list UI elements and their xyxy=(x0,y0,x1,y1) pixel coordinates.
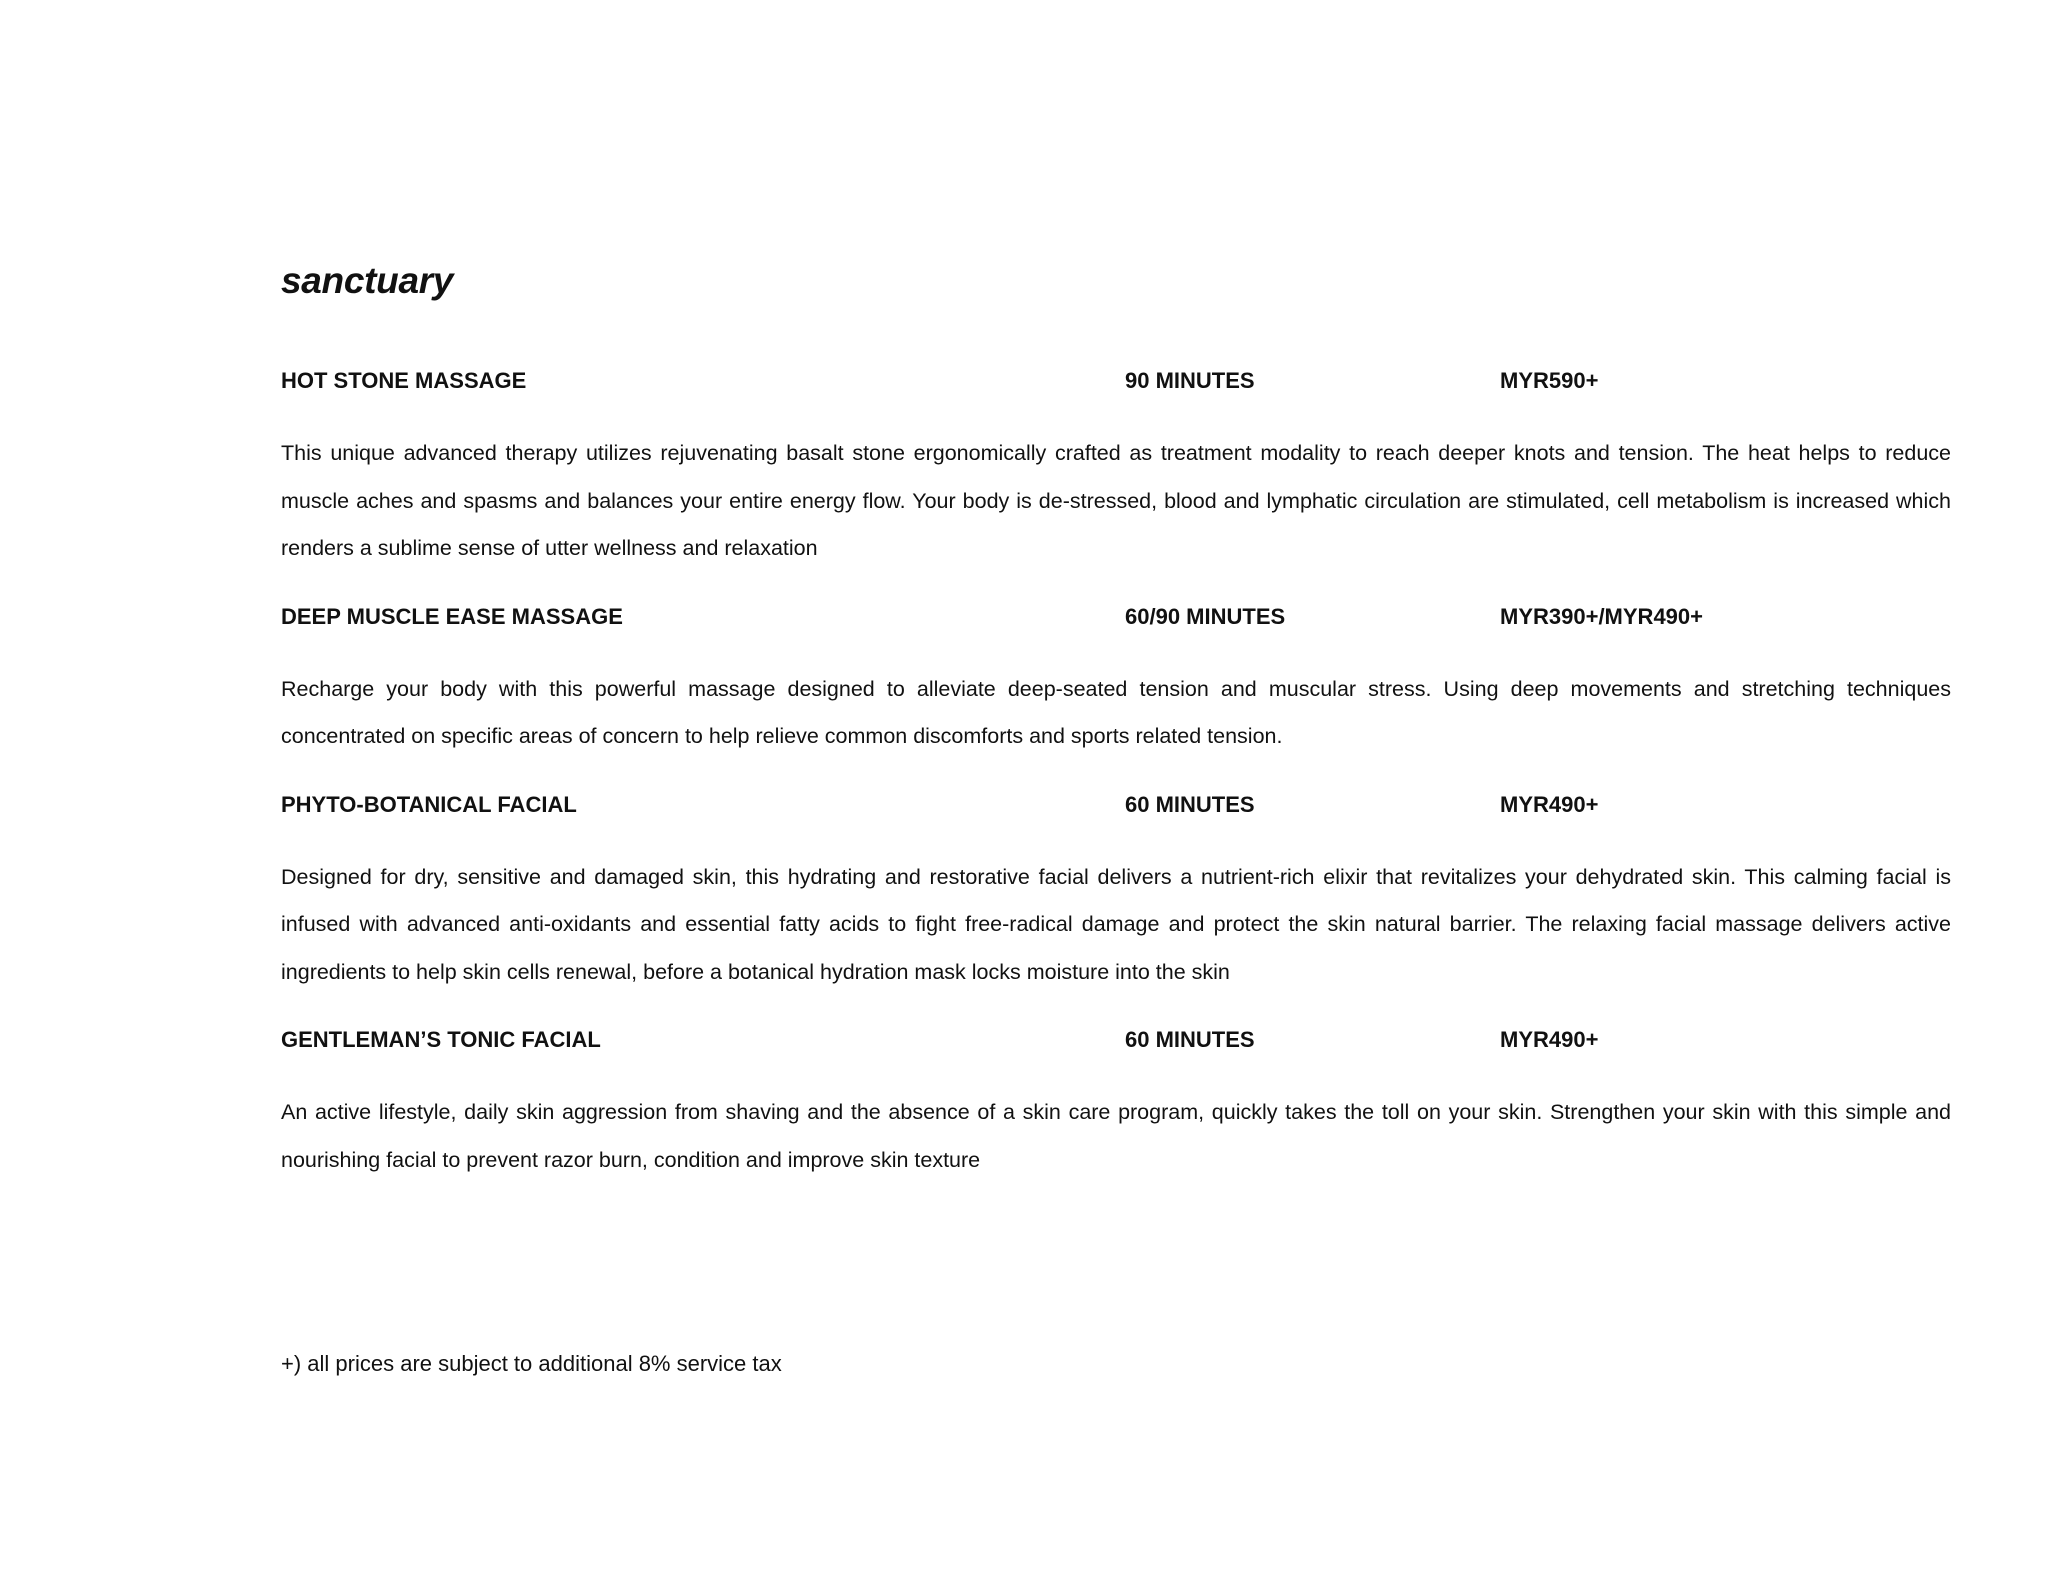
treatment-hot-stone-massage xyxy=(281,368,1951,573)
treatment-deep-muscle-ease-massage xyxy=(281,604,1951,761)
treatment-name: GENTLEMAN’S TONIC FACIAL xyxy=(281,1027,601,1052)
treatment-price: MYR490+ xyxy=(1500,1027,1599,1052)
treatment-header xyxy=(281,368,1951,394)
treatment-description: An active lifestyle, daily skin aggression from shaving and the absence of a skin care program, quickly takes the toll on your skin. Strengthen your skin with this simple and nourishing facial to prevent razor burn, condition and improve skin texture xyxy=(281,1100,1951,1172)
treatment-description: Recharge your body with this powerful massage designed to alleviate deep-seated tension and muscular stress. Using deep movements and stretching techniques concentrated on specific areas of concern to help relieve common discomforts and sports related tension. xyxy=(281,676,1951,748)
treatment-description: Designed for dry, sensitive and damaged skin, this hydrating and restorative facial delivers a nutrient-rich elixir that revitalizes your dehydrated skin. This calming facial is infused with advanced anti-oxidants and essential fatty acids to fight free-radical damage and protect the skin natural barrier. The relaxing facial massage delivers active ingredients to help skin cells renewal, before a botanical hydration mask locks moisture into the skin xyxy=(281,864,1951,984)
treatment-phyto-botanical-facial xyxy=(281,792,1951,997)
treatment-duration: 60/90 MINUTES xyxy=(1125,603,1286,629)
treatment-name: HOT STONE MASSAGE xyxy=(281,368,527,393)
menu-page xyxy=(281,262,1951,1215)
treatment-price: MYR490+ xyxy=(1500,791,1599,817)
treatment-duration: 60 MINUTES xyxy=(1125,1027,1255,1052)
treatment-header xyxy=(281,1027,1951,1053)
treatment-name: PHYTO-BOTANICAL FACIAL xyxy=(281,791,577,817)
treatment-duration: 60 MINUTES xyxy=(1125,791,1255,817)
treatment-header xyxy=(281,604,1951,630)
treatment-price: MYR590+ xyxy=(1500,368,1599,393)
treatment-header xyxy=(281,792,1951,818)
treatment-price: MYR390+/MYR490+ xyxy=(1500,603,1703,629)
treatment-description: This unique advanced therapy utilizes rejuvenating basalt stone ergonomically crafted as treatment modality to reach deeper knots and tension. The heat helps to reduce muscle aches and spasms and balances your entire energy flow. Your body is de-stressed, blood and lymphatic circulation are stimulated, cell metabolism is increased which renders a sublime sense of utter wellness and relaxation xyxy=(281,441,1951,560)
treatment-duration: 90 MINUTES xyxy=(1125,368,1255,393)
service-tax-footnote: +) all prices are subject to additional 8% service tax xyxy=(281,1351,782,1376)
treatment-name: DEEP MUSCLE EASE MASSAGE xyxy=(281,603,623,629)
treatment-gentlemans-tonic-facial xyxy=(281,1027,1951,1184)
page-title: sanctuary xyxy=(281,260,454,301)
